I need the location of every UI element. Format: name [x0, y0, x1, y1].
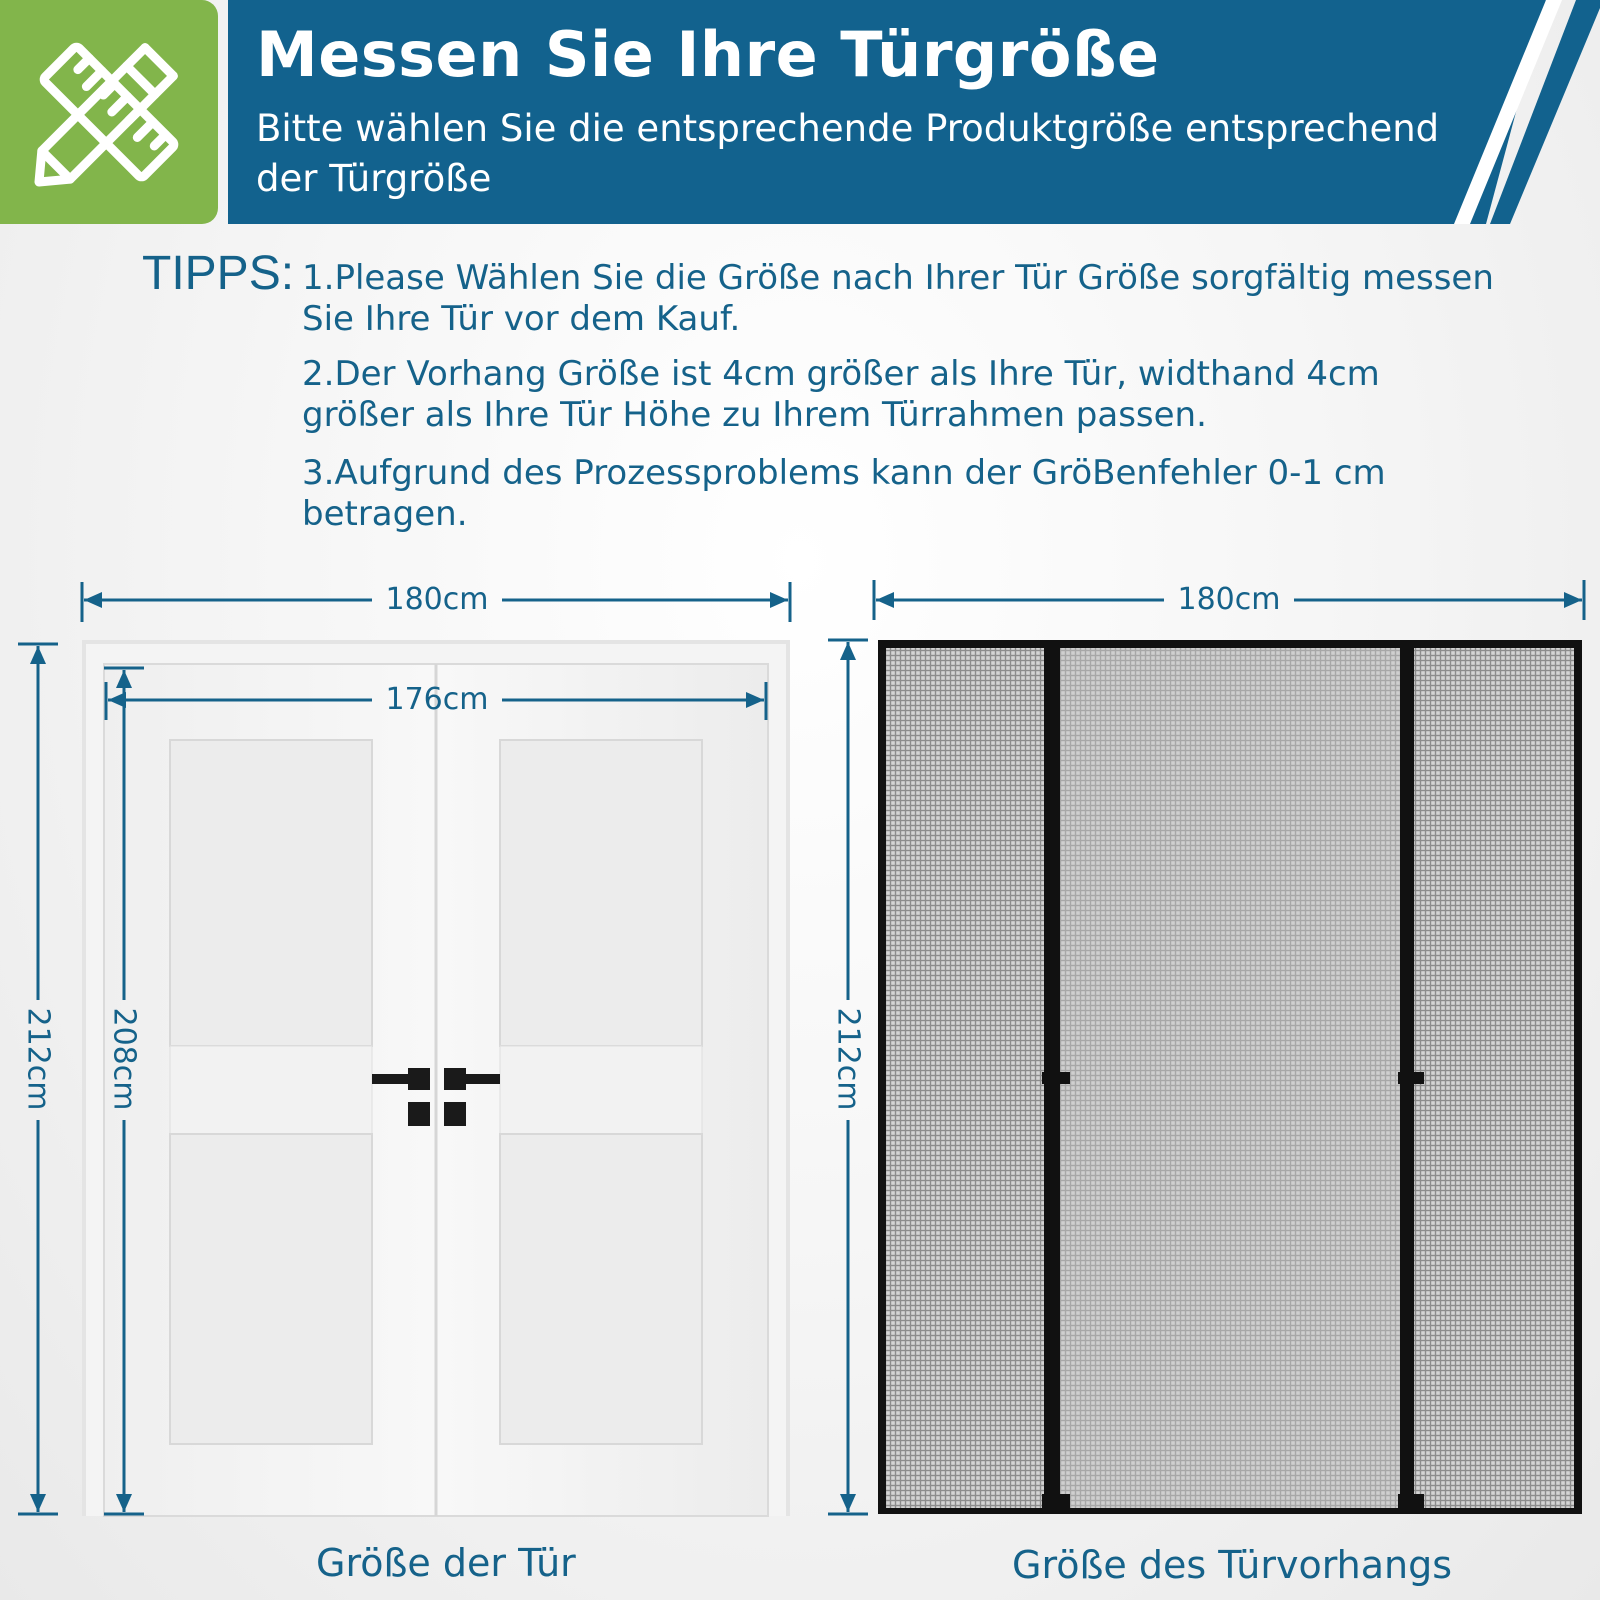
tip-item: 2.Der Vorhang Größe ist 4cm größer als Ihre Tür, widthand 4cm größer als Ihre Tür Höhe zu Ihrem Türrahmen passen. [302, 354, 1380, 435]
page-subtitle: Bitte wählen Sie die entsprechende Produktgröße entsprechend der Türgröße [256, 107, 1440, 200]
tip-item: 1.Please Wählen Sie die Größe nach Ihrer Tür Größe sorgfältig messen Sie Ihre Tür vor dem Kauf. [302, 258, 1494, 339]
door-inner-width: 176cm [385, 682, 489, 717]
curtain [878, 640, 1582, 1514]
tips-label: TIPPS: [142, 247, 295, 300]
door [82, 640, 790, 1516]
curtain-width: 180cm [1177, 582, 1281, 617]
door-outer-height: 212cm [20, 1007, 56, 1111]
door-outer-width: 180cm [385, 582, 489, 617]
curtain-height: 212cm [830, 1007, 866, 1111]
tip-item: 3.Aufgrund des Prozessproblems kann der GröBenfehler 0-1 cm betragen. [302, 453, 1386, 534]
door-inner-height: 208cm [106, 1007, 142, 1111]
page-title: Messen Sie Ihre Türgröße [256, 18, 1160, 91]
curtain-caption: Größe des Türvorhangs [1012, 1543, 1453, 1587]
door-caption: Größe der Tür [316, 1541, 576, 1585]
